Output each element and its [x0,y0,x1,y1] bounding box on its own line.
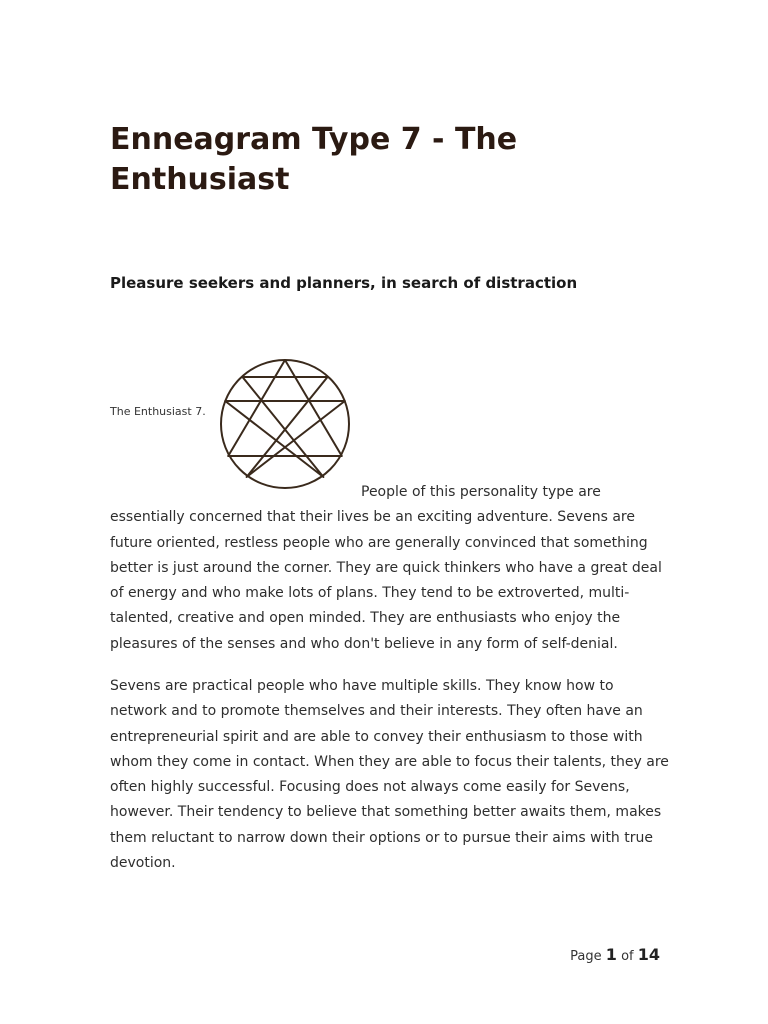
enneagram-symbol-icon [215,357,355,491]
of-label: of [621,949,634,964]
page-number-footer [540,945,660,964]
paragraph-skills: Sevens are practical people who have multiple skills. They know how to network and to promote themselves and their interests. They often have an entrepreneurial spirit and are able to convey their enthusiasm to those with whom they come in contact. When they are able to focus their talents, they are often highly successful. Focusing does not always come easily for Sevens, however. Their tendency to believe that something better awaits them, makes them reluctant to narrow down their options or to pursue their aims with true devotion. [110,678,669,872]
page-label: Page [570,949,602,964]
document-title: Enneagram Type 7 - The Enthusiast [110,122,518,197]
figure-caption: The Enthusiast 7. [110,405,206,418]
current-page-number: 1 [605,945,617,964]
paragraph-intro-text: People of this personality type are essentially concerned that their lives be an exciting adventure. Sevens are future oriented, restless people who are generally convinced that something better is just around the corner. They are quick thinkers who have a great deal of energy and who make lots of plans. They tend to be extroverted, multi-talented, creative and open minded. They are enthusiasts who enjoy the pleasures of the senses and who don't believe in any form of self-denial. [110,484,662,652]
document-subtitle: Pleasure seekers and planners, in search of distraction [110,274,578,292]
paragraph-intro [110,480,670,657]
total-pages-number: 14 [637,945,660,964]
